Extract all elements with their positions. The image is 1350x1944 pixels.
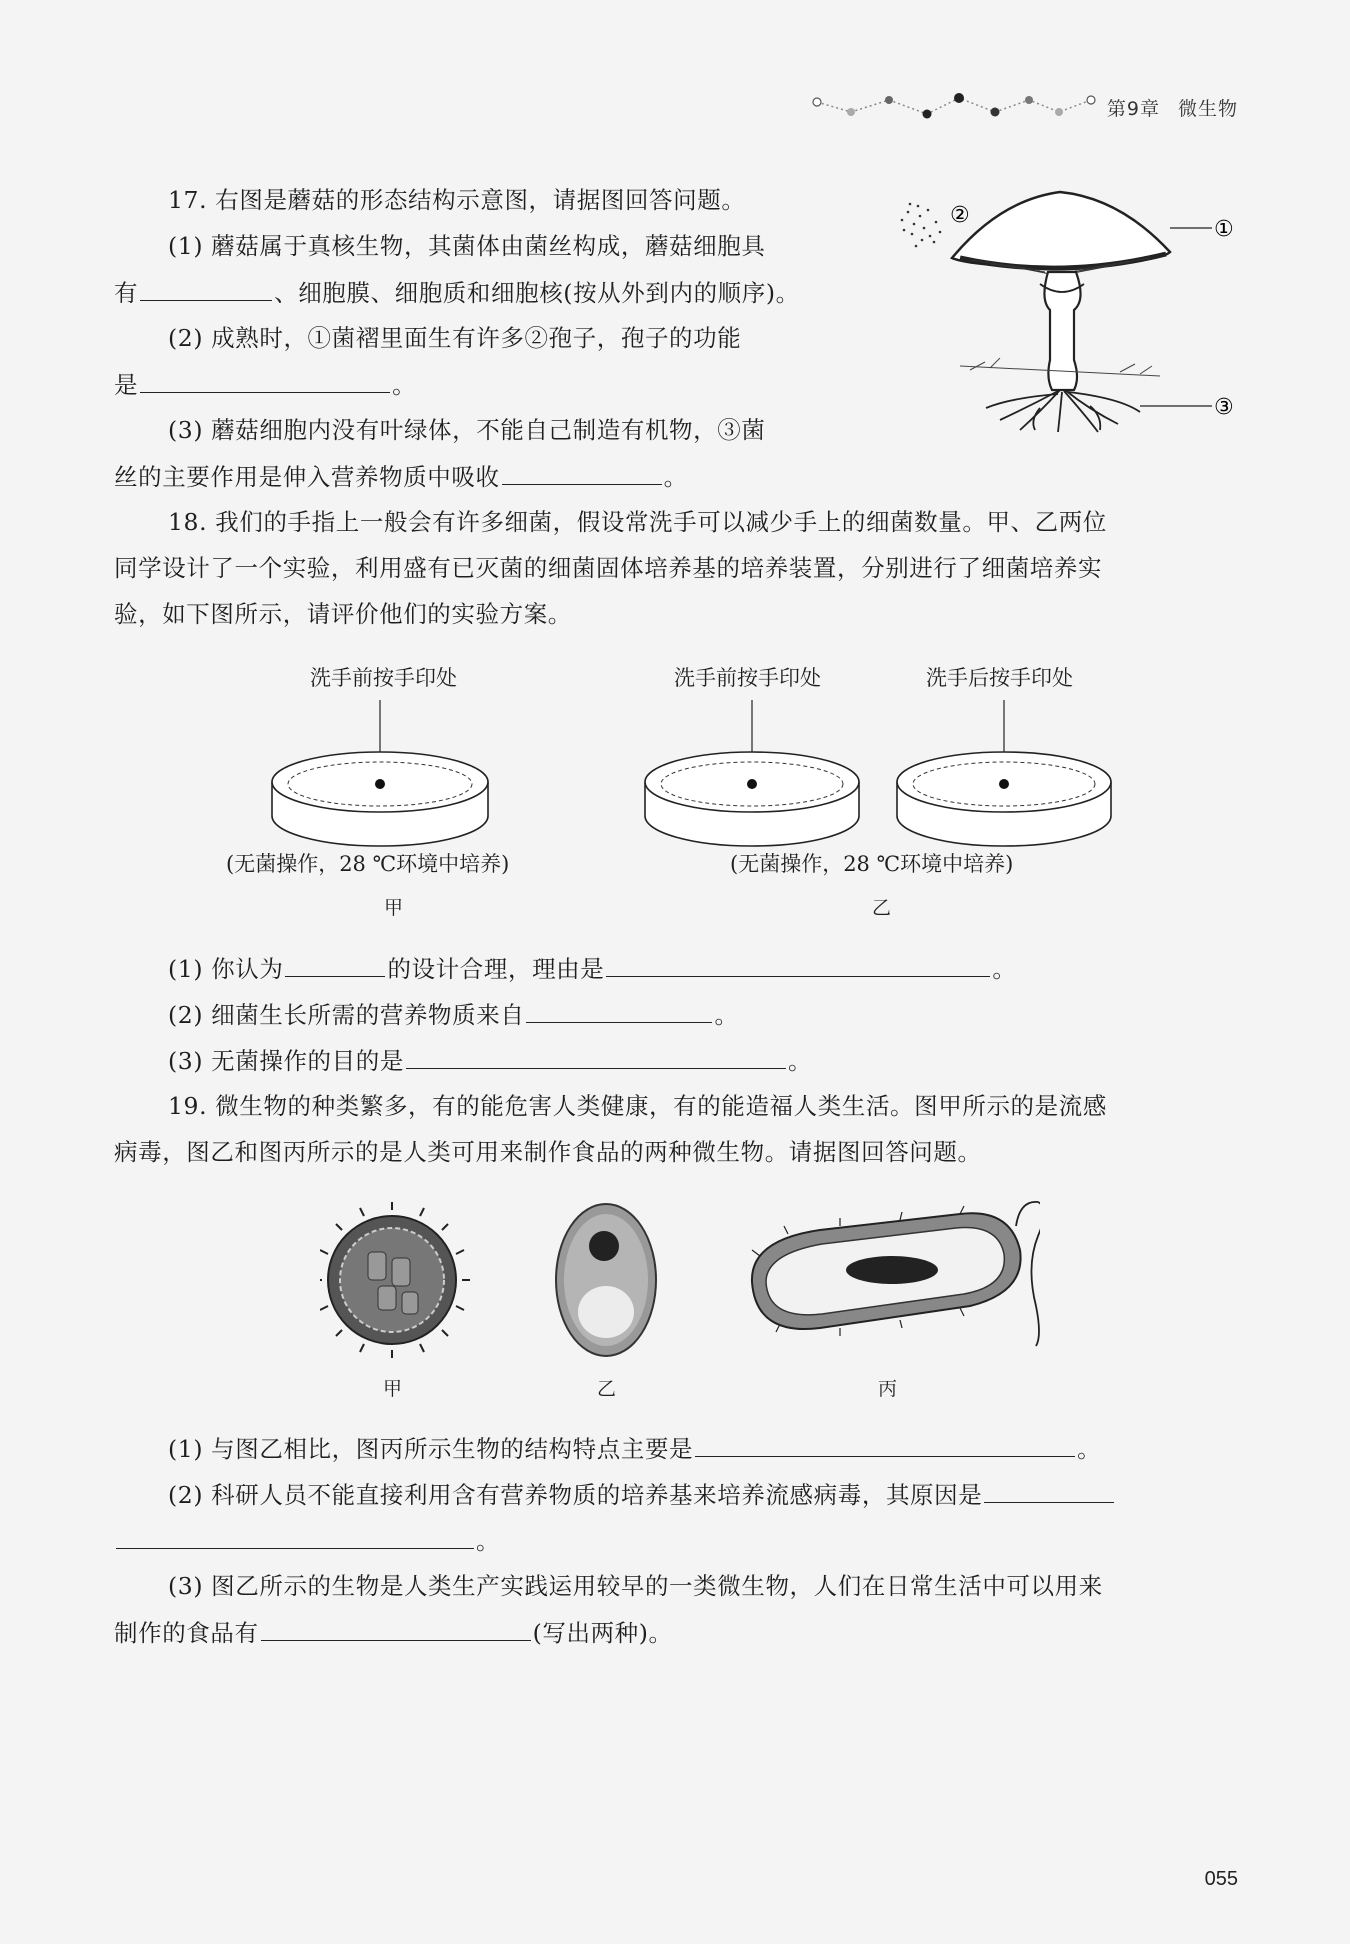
q17-part2-line1: (2) 成熟时，①菌褶里面生有许多②孢子，孢子的功能 xyxy=(168,324,742,352)
mushroom-diagram xyxy=(890,180,1240,440)
q18-part3-answer-blank[interactable] xyxy=(406,1044,786,1069)
q17-part1-prefix: 有 xyxy=(114,279,139,307)
q18-part3 xyxy=(168,1044,812,1077)
label-1: ① xyxy=(1214,217,1234,242)
microorganism-diagram xyxy=(320,1196,1040,1366)
figure-c-label: 丙 xyxy=(878,1378,898,1400)
q19-part2-line2 xyxy=(114,1524,500,1557)
q18-part1-prefix: (1) 你认为 xyxy=(168,955,284,983)
q18-line3: 验，如下图所示，请评价他们的实验方案。 xyxy=(114,600,572,628)
q19-part1-suffix: 。 xyxy=(1077,1435,1102,1463)
chapter-number: 第9章 xyxy=(1106,97,1160,120)
dish-label-b1: 洗手前按手印处 xyxy=(674,666,821,690)
q17-part3-prefix: 丝的主要作用是伸入营养物质中吸收 xyxy=(114,463,500,491)
petri-dish-b-before xyxy=(645,700,859,846)
mycelium-roots xyxy=(986,390,1140,432)
bacterium-icon xyxy=(752,1202,1040,1346)
q17-part2-line2 xyxy=(114,368,416,401)
q17-part1-answer-blank[interactable] xyxy=(140,276,272,301)
q17-part3-line2 xyxy=(114,460,688,493)
q19-part2-line1 xyxy=(168,1478,1116,1511)
q19-part3-answer-blank[interactable] xyxy=(261,1616,531,1641)
label-3: ③ xyxy=(1214,395,1234,420)
q19-part1-answer-blank[interactable] xyxy=(695,1432,1075,1457)
figure-b-label: 乙 xyxy=(597,1378,617,1400)
q18-part1-reason-blank[interactable] xyxy=(606,952,990,977)
spores-icon xyxy=(901,203,942,248)
q17-part3-suffix: 。 xyxy=(663,463,688,491)
page-header xyxy=(809,92,1238,122)
label-2: ② xyxy=(950,203,970,228)
chapter-title xyxy=(1107,94,1238,121)
q18-part2-suffix: 。 xyxy=(714,1001,739,1029)
q17-part2-prefix: 是 xyxy=(114,371,139,399)
petri-dish-diagram xyxy=(262,692,1122,862)
q17-part1-suffix: 、细胞膜、细胞质和细胞核(按从外到内的顺序)。 xyxy=(274,279,800,307)
q18-part2-answer-blank[interactable] xyxy=(526,998,712,1023)
group-b-label: 乙 xyxy=(872,897,892,919)
q18-line1: 18. 我们的手指上一般会有许多细菌，假设常洗手可以减少手上的细菌数量。甲、乙两位 xyxy=(168,508,1107,536)
dish-label-b2: 洗手后按手印处 xyxy=(926,666,1073,690)
mushroom-cap xyxy=(952,192,1170,268)
q18-part2-prefix: (2) 细菌生长所需的营养物质来自 xyxy=(168,1001,525,1029)
q19-part3-prefix: 制作的食品有 xyxy=(114,1619,259,1647)
q18-part2 xyxy=(168,998,739,1031)
q19-line2: 病毒，图乙和图丙所示的是人类可用来制作食品的两种微生物。请据图回答问题。 xyxy=(114,1138,982,1166)
dish-label-a: 洗手前按手印处 xyxy=(310,666,457,690)
page-number: 055 xyxy=(1204,1868,1238,1890)
q19-part2-answer-blank-1[interactable] xyxy=(984,1478,1114,1503)
condition-b: (无菌操作，28 ℃环境中培养) xyxy=(730,852,1014,876)
condition-a: (无菌操作，28 ℃环境中培养) xyxy=(226,852,510,876)
q19-part3-suffix: (写出两种)。 xyxy=(532,1619,673,1647)
q17-stem: 17. 右图是蘑菇的形态结构示意图，请据图回答问题。 xyxy=(168,186,746,214)
petri-dish-b-after xyxy=(897,700,1111,846)
petri-dish-a xyxy=(272,700,488,846)
q18-part1-choice-blank[interactable] xyxy=(285,952,385,977)
chapter-name: 微生物 xyxy=(1177,97,1238,120)
q18-part3-suffix: 。 xyxy=(787,1047,813,1075)
q17-part3-answer-blank[interactable] xyxy=(502,460,662,485)
q17-part1-line1: (1) 蘑菇属于真核生物，其菌体由菌丝构成，蘑菇细胞具 xyxy=(168,232,766,260)
q18-part1-mid: 的设计合理，理由是 xyxy=(387,955,605,983)
q19-part3-line2 xyxy=(114,1616,673,1649)
yeast-cell-icon xyxy=(556,1204,656,1356)
q19-line1: 19. 微生物的种类繁多，有的能危害人类健康，有的能造福人类生活。图甲所示的是流感 xyxy=(168,1092,1107,1120)
q18-line2: 同学设计了一个实验，利用盛有已灭菌的细菌固体培养基的培养装置，分别进行了细菌培养实 xyxy=(114,554,1103,582)
q17-part2-answer-blank[interactable] xyxy=(140,368,390,393)
q19-part2-text: (2) 科研人员不能直接利用含有营养物质的培养基来培养流感病毒，其原因是 xyxy=(168,1481,983,1509)
group-a-label: 甲 xyxy=(384,897,404,919)
influenza-virus-icon xyxy=(320,1202,470,1358)
figure-a-label: 甲 xyxy=(383,1378,403,1400)
q19-part2-answer-blank-2[interactable] xyxy=(116,1524,474,1549)
q19-part2-suffix: 。 xyxy=(476,1527,501,1555)
q19-part1-prefix: (1) 与图乙相比，图丙所示生物的结构特点主要是 xyxy=(168,1435,694,1463)
q19-part3-line1: (3) 图乙所示的生物是人类生产实践运用较早的一类微生物，人们在日常生活中可以用来 xyxy=(168,1572,1103,1600)
q17-part1-line2 xyxy=(114,276,800,309)
decorative-bead-chain-icon xyxy=(809,92,1099,122)
q18-part3-prefix: (3) 无菌操作的目的是 xyxy=(168,1047,404,1075)
q19-part1 xyxy=(168,1432,1101,1465)
q18-part1 xyxy=(168,952,1016,985)
q18-part1-suffix: 。 xyxy=(992,955,1017,983)
q17-part2-suffix: 。 xyxy=(392,371,417,399)
q17-part3-line1: (3) 蘑菇细胞内没有叶绿体，不能自己制造有机物，③菌 xyxy=(168,416,766,444)
